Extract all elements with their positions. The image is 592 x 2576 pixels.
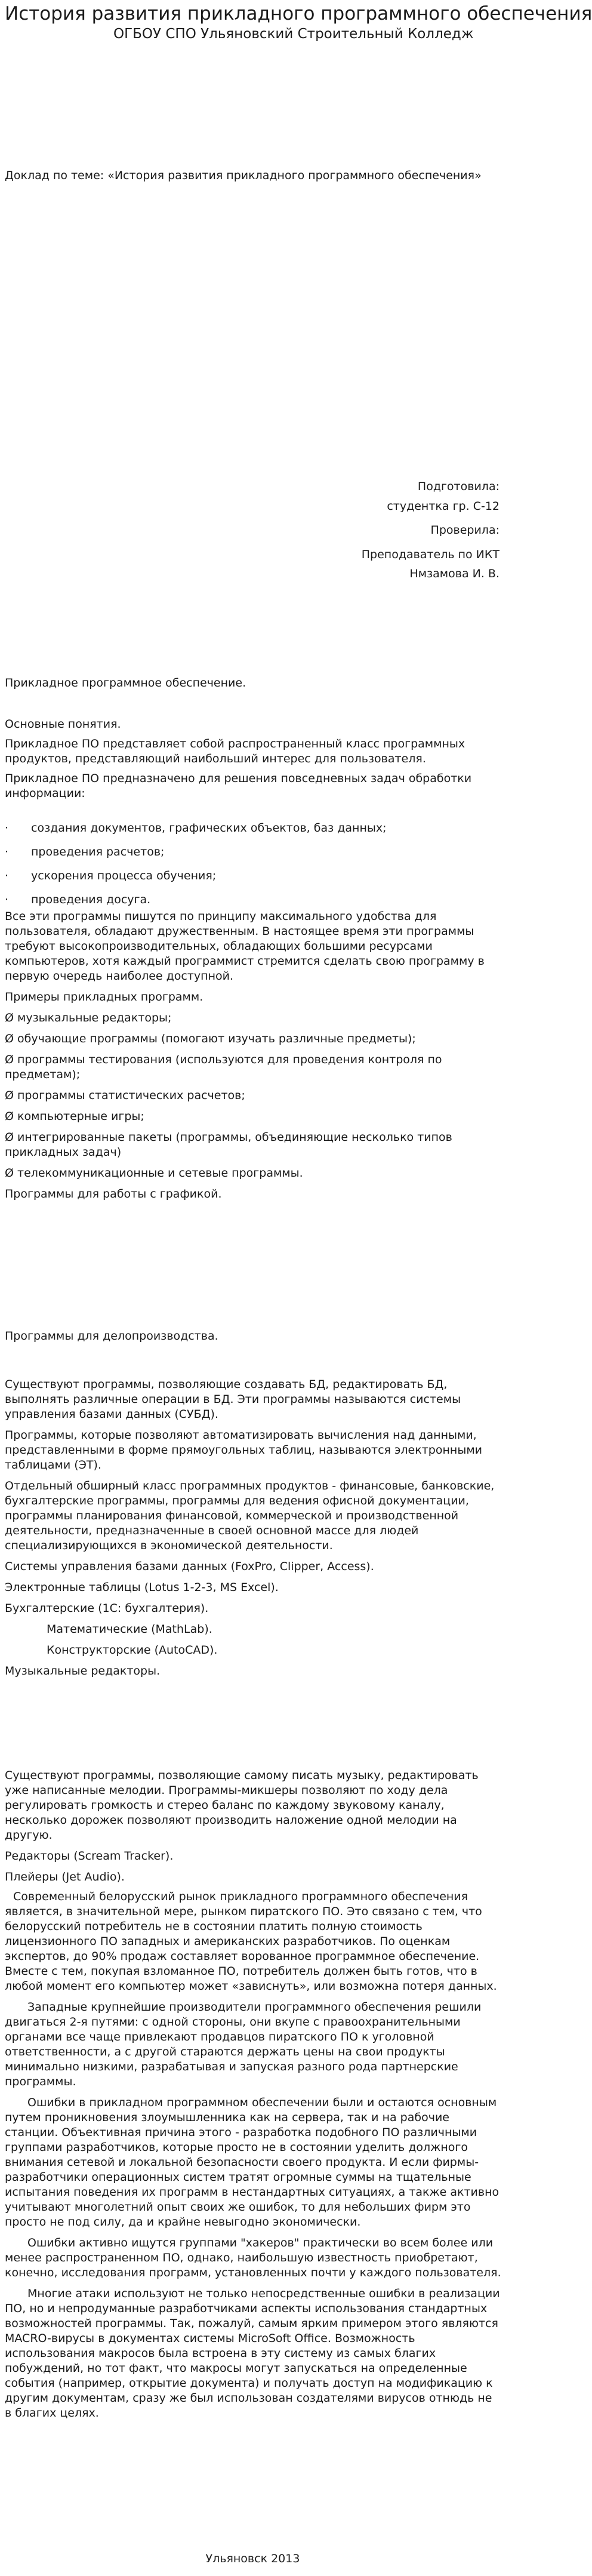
list-item-text: проведения досуга.: [31, 893, 151, 906]
teacher-position: Преподаватель по ИКТ: [361, 548, 500, 561]
student-group: студентка гр. С-12: [387, 500, 500, 513]
section-heading: Программы для делопроизводства.: [5, 1329, 218, 1343]
bullet-marker: ·: [5, 893, 9, 906]
task-list: [5, 821, 501, 907]
list-item: [5, 821, 501, 836]
subheading-basic-concepts: Основные понятия.: [5, 718, 121, 731]
presented-by-label: Подготовила:: [417, 480, 500, 493]
list-item-text: ускорения процесса обучения;: [31, 869, 217, 882]
paragraph: Существуют программы, позволяющие создавать БД, редактировать БД, выполнять различные операции в БД. Эти программы называются системы управления базами данных (СУБД).: [5, 1378, 461, 1421]
paragraph: Отдельный обширный класс программных продуктов - финансовые, банковские, бухгалтерские программы, программы для ведения офисной документации, программы планирования финансовой, коммерческой и производственной деятельности, предназначенные в своей основной массе для людей специализирующихся в экономической деятельности.: [5, 1479, 495, 1552]
list-item-text: проведения расчетов;: [31, 845, 165, 858]
accounting-examples: Бухгалтерские (1С: бухгалтерия).: [5, 1602, 209, 1615]
list-item: [5, 869, 501, 884]
design-examples: Конструкторские (AutoCAD).: [47, 1644, 218, 1657]
paragraph: Западные крупнейшие производители программного обеспечения решили двигаться 2-я путями: с одной стороны, они вкупе с правоохранительными органами все чаще привлекают продавцов пиратского ПО к уголовной ответственности, а с другой стараются держать цены на свои продукты минимально низкими, разрабатывая и запуская разного рода партнерские программы.: [5, 2001, 482, 2088]
section-office-software: [5, 1329, 501, 1679]
editors-examples: Редакторы (Scream Tracker).: [5, 1849, 174, 1863]
examples-heading: Примеры прикладных программ.: [5, 990, 204, 1004]
paragraph: Ошибки в прикладном программном обеспечении были и остаются основным путем проникновения злоумышленника как на сервера, так и на рабочие станции. Объективная причина этого - разработка подобного ПО различными группами разработчиков, которые просто не в состоянии уделить должного внимания сетевой и локальной безопасности своего продукта. И если фирмы-разработчики операционных систем тратят огромные суммы на тщательные испытания поведения их программ в нестандартных ситуациях, а также активно учитывают многолетний опыт своих же ошибок, то для небольших фирм это просто не под силу, да и крайне невыгодно экономически.: [5, 2096, 500, 2229]
section-music-and-market: [5, 1768, 501, 2421]
example-item: Ø компьютерные игры;: [5, 1110, 144, 1123]
list-item-text: создания документов, графических объектов, баз данных;: [31, 821, 387, 835]
dbms-examples: Системы управления базами данных (FoxPro, Clipper, Access).: [5, 1560, 374, 1573]
document-title: История развития прикладного программного обеспечения: [5, 3, 592, 24]
example-item: Ø музыкальные редакторы;: [5, 1011, 172, 1024]
example-item: Ø программы тестирования (используются для проведения контроля по предметам);: [5, 1053, 442, 1081]
example-item: Ø программы статистических расчетов;: [5, 1089, 245, 1102]
bullet-marker: ·: [5, 845, 9, 858]
report-topic: Доклад по теме: «История развития прикладного программного обеспечения»: [5, 169, 482, 182]
bullet-marker: ·: [5, 869, 9, 882]
organization-name: ОГБОУ СПО Ульяновский Строительный Колледж: [113, 26, 474, 42]
paragraph: Многие атаки используют не только непосредственные ошибки в реализации ПО, но и непродуманные разработчиками аспекты использования стандартных возможностей программы. Так, пожалуй, самым ярким примером этого являются MACRO-вирусы в документах системы MicroSoft Office. Возможность использования макросов была встроена в эту систему из самых благих побуждений, но тот факт, что макросы могут запускаться на определенные события (например, открытие документа) и получать доступ на модификацию к другим документам, сразу же был использован создателями вирусов отнюдь не в благих целях.: [5, 2287, 500, 2420]
spreadsheet-examples: Электронные таблицы (Lotus 1-2-3, MS Excel).: [5, 1581, 279, 1594]
example-item: Ø интегрированные пакеты (программы, объединяющие несколько типов прикладных задач): [5, 1131, 452, 1159]
paragraph: Современный белорусский рынок прикладного программного обеспечения является, в значительной мере, рынком пиратского ПО. Это связано с тем, что белорусский потребитель не в состоянии платить полную стоимость лицензионного ПО западных и американских разработчиков. По оценкам экспертов, до 90% продаж составляет ворованное программное обеспечение. Вместе с тем, покупая взломанное ПО, потребитель должен быть готов, что в любой момент его компьютер может «зависнуть», или возможна потеря данных.: [5, 1890, 497, 1993]
checked-by-label: Проверила:: [430, 524, 500, 537]
paragraph: Ошибки активно ищутся группами "хакеров" практически во всем более или менее распространенном ПО, однако, наибольшую известность приобретают, конечно, исследования программ, установленных почти у каждого пользователя.: [5, 2236, 501, 2279]
section-heading: Прикладное программное обеспечение.: [5, 676, 246, 690]
paragraph: Прикладное ПО представляет собой распространенный класс программных продуктов, представляющий наибольший интерес для пользователя.: [5, 737, 465, 765]
footer-city-year: Ульяновск 2013: [205, 2552, 300, 2565]
music-heading: Музыкальные редакторы.: [5, 1664, 161, 1678]
list-item: [5, 892, 501, 907]
paragraph: Прикладное ПО предназначено для решения повседневных задач обработки информации:: [5, 772, 472, 800]
paragraph: Программы, которые позволяют автоматизировать вычисления над данными, представленными в форме прямоугольных таблиц, называются электронными таблицами (ЭТ).: [5, 1429, 483, 1472]
example-item: Ø телекоммуникационные и сетевые программы.: [5, 1167, 303, 1180]
bullet-marker: ·: [5, 821, 9, 835]
graphics-heading: Программы для работы с графикой.: [5, 1187, 222, 1201]
teacher-name: Нмзамова И. В.: [409, 567, 500, 580]
players-examples: Плейеры (Jet Audio).: [5, 1870, 125, 1883]
example-item: Ø обучающие программы (помогают изучать различные предметы);: [5, 1032, 416, 1045]
list-item: [5, 845, 501, 860]
paragraph: Все эти программы пишутся по принципу максимального удобства для пользователя, обладают дружественным. В настоящее время эти программы требуют высокопроизводительных, обладающих большими ресурсами компьютеров, хотя каждый программист стремится сделать свою программу в первую очередь наиболее доступной.: [5, 910, 485, 983]
section-applied-software: [5, 676, 501, 1202]
paragraph: Существуют программы, позволяющие самому писать музыку, редактировать уже написанные мелодии. Программы-микшеры позволяют по ходу дела регулировать громкость и стерео баланс по каждому звуковому каналу, несколько дорожек позволяют производить наложение одной мелодии на другую.: [5, 1769, 479, 1842]
math-examples: Математические (MathLab).: [47, 1623, 212, 1636]
